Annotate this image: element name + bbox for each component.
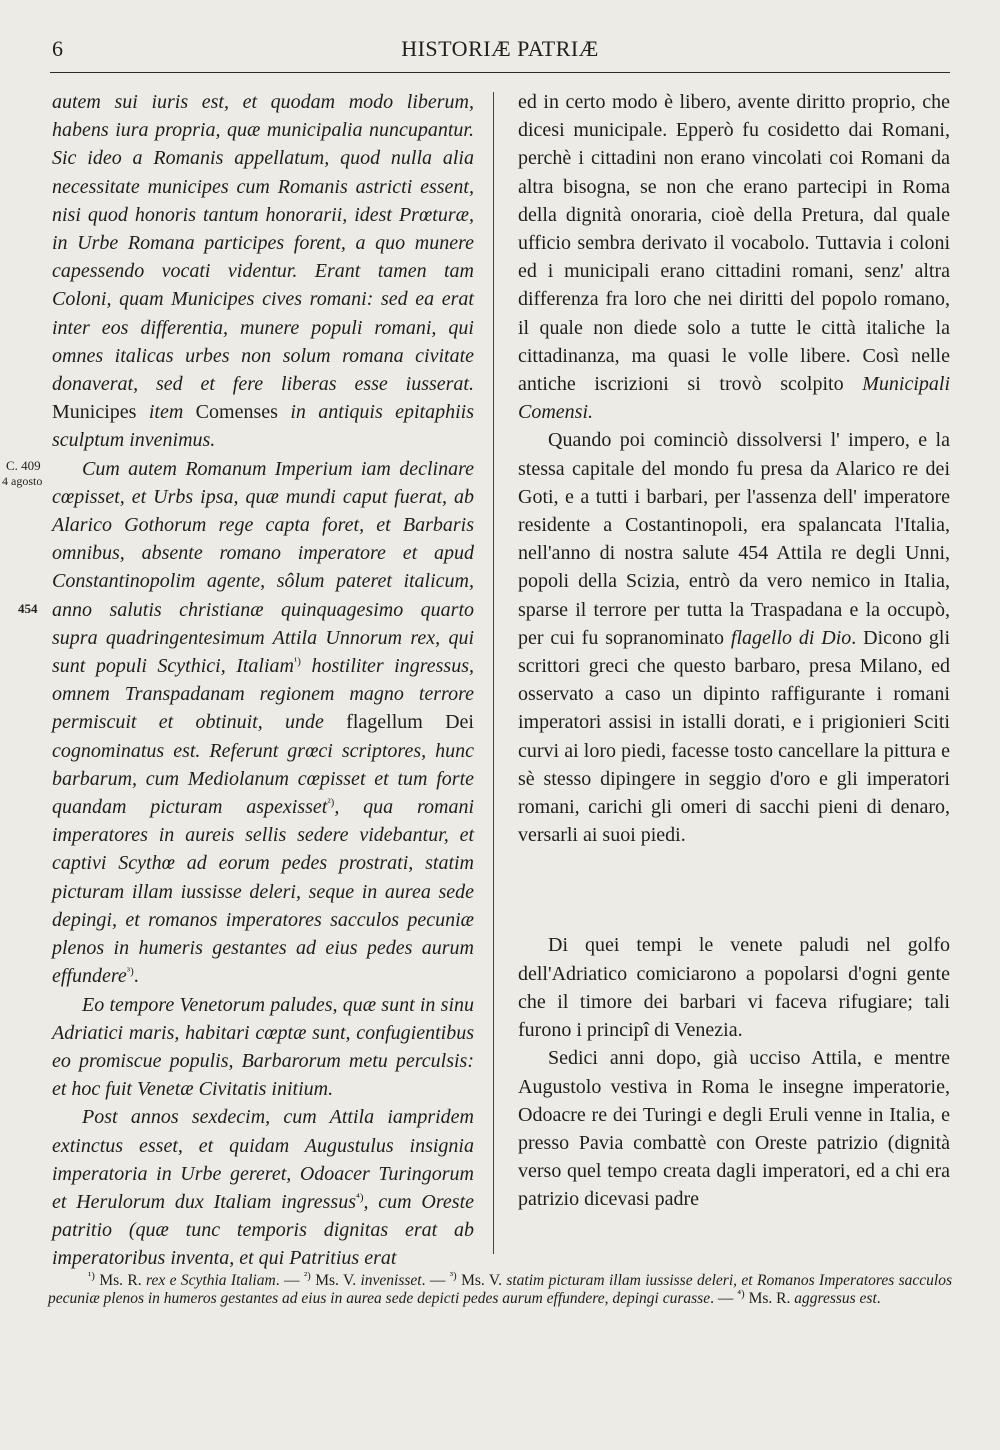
margin-note-c409: C. 409 <box>6 458 41 473</box>
running-title: HISTORIÆ PATRIÆ <box>401 36 599 61</box>
column-divider <box>493 92 494 1254</box>
header-rule <box>50 72 950 73</box>
italian-column <box>518 88 950 1214</box>
page-number: 6 <box>52 36 63 61</box>
latin-paragraph-3: Eo tempore Venetorum paludes, quæ sunt in sinu Adriatici maris, habitari cœptæ sunt, confugientibus eo promiscue populis, Barbarorum metu perculsis: et hoc fuit Venetæ Civitatis initium. <box>52 993 474 1101</box>
italian-paragraph-4: Sedici anni dopo, già ucciso Attila, e mentre Augustolo vestiva in Roma le insegne imperatorie, Odoacre re dei Turingi e degli Eruli venne in Italia, e presso Pavia combattè con Oreste patrizio (dignità verso quel tempo creata dagli imperatori, ed a chi era patrizio dicevasi padre <box>518 1047 950 1211</box>
italian-paragraph-1: ed in certo modo è libero, avente diritto proprio, che dicesi municipale. Epperò fu cosidetto dai Romani, perchè i cittadini non erano vincolati coi Romani da altra bisogna, se non che erano partecipi in Roma della dignità onoraria, cioè della Pretura, dal quale ufficio sembra derivato il vocabolo. Tuttavia i coloni ed i municipali erano cittadini romani, senz' altra differenza fra loro che nei diritti del popolo romano, il quale non diede solo a tutte le città italiche la cittadinanza, ma quasi le volle libere. Così nelle antiche iscrizioni si trovò scolpito Municipali Comensi. <box>518 91 950 424</box>
footnote-3-mark: ³) <box>449 1269 457 1282</box>
latin-column <box>52 88 474 1273</box>
footnote-1-mark: ¹) <box>88 1269 95 1282</box>
footnotes <box>48 1269 953 1308</box>
footnote-ref-1: ¹) <box>294 655 301 668</box>
latin-paragraph-4: Post annos sexdecim, cum Attila iampridem extinctus esset, et quidam Augustulus insignia imperatoria in Urbe gereret, Odoacer Turingorum et Herulorum dux Italiam ingressus$^{^4)}$, cum Oreste patritio (quæ tunc temporis dignitas erat ab imperatoribus inventa, et qui Patritius erat <box>52 1106 474 1270</box>
italian-paragraph-3: Di quei tempi le venete paludi nel golfo dell'Adriatico comiciarono a popolarsi d'ogni gente che il timore dei barbari vi faceva rifugiare; tali furono i principî di Venezia. <box>518 934 950 1042</box>
margin-note-454: 454 <box>18 601 38 616</box>
latin-paragraph-1: autem sui iuris est, et quodam modo liberum, habens iura propria, quæ municipalia nuncupantur. Sic ideo a Romanis appellatum, quod nulla alia necessitate municipes cum Romanis astricti essent, nisi quod honoris tantum honorarii, idest Prœturæ, in Urbe Romana participes forent, a quo munere capessendo vocati videntur. Erant tamen tam Coloni, quam Municipes cives romani: sed ea erat inter eos differentia, munere populi romani, qui omnes italicas urbes non solum romana civitate donaverat, sed et fere liberas esse iusserat. Municipes item Comenses in antiquis epitaphiis sculptum invenimus. <box>52 91 475 452</box>
footnote-ref-2: ²) <box>327 796 335 809</box>
footnote-4-mark: ⁴) <box>737 1287 745 1300</box>
footnote-ref-4: ⁴) <box>356 1191 364 1204</box>
margin-note-agosto: 4 agosto <box>2 474 43 488</box>
footnote-block: $^{^1)}$ Ms. R. rex e Scythia Italiam. — $^{^2)}$ Ms. V. invenisset. — $^{^3)}$ Ms. V. statim picturam illam iussisse deleri, et Romanos Imperatores sacculos pecuniæ plenos in humeros gestantes ad eius in aurea sede depicti pedes aurum effundere, depingi curasse. — $^{^4)}$ Ms. R. aggressus est. <box>48 1269 953 1307</box>
footnote-2-mark: ²) <box>303 1269 311 1282</box>
latin-paragraph-2: Cum autem Romanum Imperium iam declinare cœpisset, et Urbs ipsa, quæ mundi caput fuerat, ab Alarico Gothorum rege capta foret, et Barbaris omnibus, absente romano imperatore et apud Constantinopolim agente, sôlum pateret italicum, anno salutis christianæ quinquagesimo quarto supra quadringentesimum Attila Unnorum rex, qui sunt populi Scythici, Italiam$^{^1)}$ hostiliter ingressus, omnem Transpadanam regionem magno terrore permiscuit et obtinuit, unde flagellum Dei cognominatus est. Referunt grœci scriptores, hunc barbarum, cum Mediolanum cœpisset et tum forte quandam picturam aspexisset$^{^2)}$, qua romani imperatores in aureis sellis sedere videbantur, et captivi Scythœ ad eorum pedes prostrati, statim picturam illam iussisse deleri, seque in aurea sede depingi, et romanos imperatores sacculos pecuniæ plenos in humeris gestantes ad eius pedes aurum effundere$^{^3)}$. <box>52 457 474 988</box>
italian-paragraph-2: Quando poi cominciò dissolversi l' impero, e la stessa capitale del mondo fu presa da Alarico re dei Goti, e a tutti i barbari, per l'assenza dell' imperatore residente a Costantinopoli, era spalancata l'Italia, nell'anno di nostra salute 454 Attila re degli Unni, popoli della Scizia, entrò da vero nemico in Italia, sparse il terrore per tutta la Traspadana e la occupò, per cui fu sopranominato flagello di Dio. Dicono gli scrittori greci che questo barbaro, presa Milano, ed osservato a caso un dipinto raffigurante i romani imperatori assisi in istalli dorati, e i prigionieri Sciti curvi ai loro piedi, facesse tosto cancellare la pittura e sè stesso dipingere in seggio d'oro e gli imperatori romani, carichi gli omeri di sacchi pieni di denaro, versarli ai suoi piedi. <box>518 429 950 847</box>
footnote-ref-3: ³) <box>126 965 134 978</box>
column-gap <box>518 849 950 931</box>
